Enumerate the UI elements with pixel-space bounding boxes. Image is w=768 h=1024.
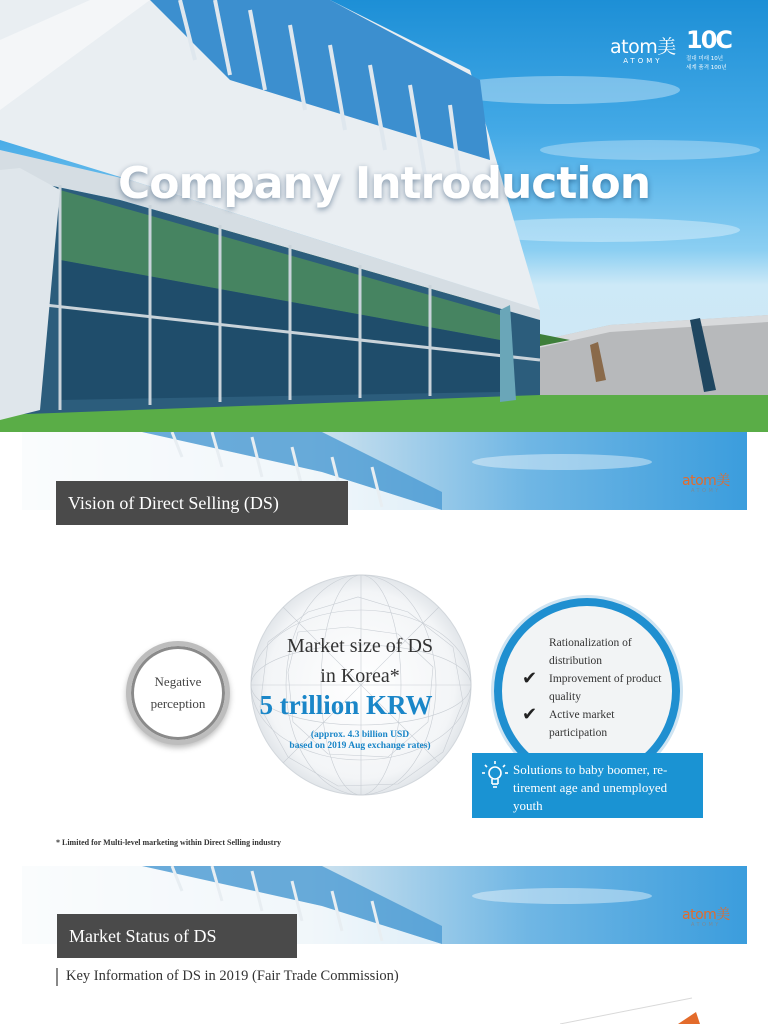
banner-logo-sub: ATOMY bbox=[690, 488, 721, 494]
list-item-text: Rationalization of distribution bbox=[549, 637, 632, 667]
anniversary-badge bbox=[686, 26, 731, 72]
banner-logo-name: atom美 bbox=[682, 473, 730, 489]
negative-line1: Negative bbox=[154, 674, 202, 689]
atomy-logo bbox=[610, 32, 676, 65]
list-item bbox=[522, 670, 662, 706]
section-heading-market-status: Market Status of DS bbox=[57, 914, 297, 958]
solution-box: Solutions to baby boomer, re-tirement age and unemployed youth bbox=[472, 753, 703, 818]
market-size-label: Market size of DS bbox=[286, 635, 434, 657]
banner-logo-name: atom美 bbox=[682, 907, 730, 923]
market-size-region: in Korea* bbox=[320, 665, 400, 687]
banner-logo bbox=[682, 470, 730, 494]
improvements-list bbox=[522, 634, 662, 742]
list-item bbox=[522, 634, 662, 670]
check-icon: ✔ bbox=[522, 704, 538, 725]
banner-logo bbox=[682, 904, 730, 928]
market-size-note bbox=[270, 730, 450, 752]
footnote: * Limited for Multi-level marketing within Direct Selling industry bbox=[56, 838, 282, 847]
negative-perception-circle bbox=[126, 641, 230, 745]
section-heading-vision: Vision of Direct Selling (DS) bbox=[56, 481, 348, 525]
badge-line1: 절대 미래 10년 bbox=[686, 56, 724, 62]
key-info-title: Key Information of DS in 2019 (Fair Trade Commission) bbox=[66, 968, 399, 984]
check-icon: ✔ bbox=[522, 668, 538, 689]
banner-logo-sub: ATOMY bbox=[690, 922, 721, 928]
list-item-text: Improvement of product quality bbox=[549, 673, 662, 703]
key-info-marker bbox=[56, 968, 58, 986]
market-size-value: 5 trillion KRW bbox=[259, 690, 433, 720]
negative-line2: perception bbox=[150, 696, 206, 711]
decorative-line bbox=[560, 994, 700, 1024]
hero-slide bbox=[0, 0, 768, 432]
list-item-text: Active market participation bbox=[549, 709, 615, 739]
list-item bbox=[522, 706, 662, 742]
badge-line2: 세계 품격 100년 bbox=[686, 65, 727, 71]
logo-name: atom美 bbox=[610, 36, 676, 58]
badge-number: 10C bbox=[686, 26, 732, 54]
lightbulb-icon bbox=[482, 760, 508, 790]
market-note-line1: (approx. 4.3 billion USD bbox=[310, 730, 410, 740]
logo-sub: ATOMY bbox=[623, 57, 663, 65]
page-title: Company Introduction bbox=[117, 158, 651, 209]
market-note-line2: based on 2019 Aug exchange rates) bbox=[289, 741, 431, 751]
